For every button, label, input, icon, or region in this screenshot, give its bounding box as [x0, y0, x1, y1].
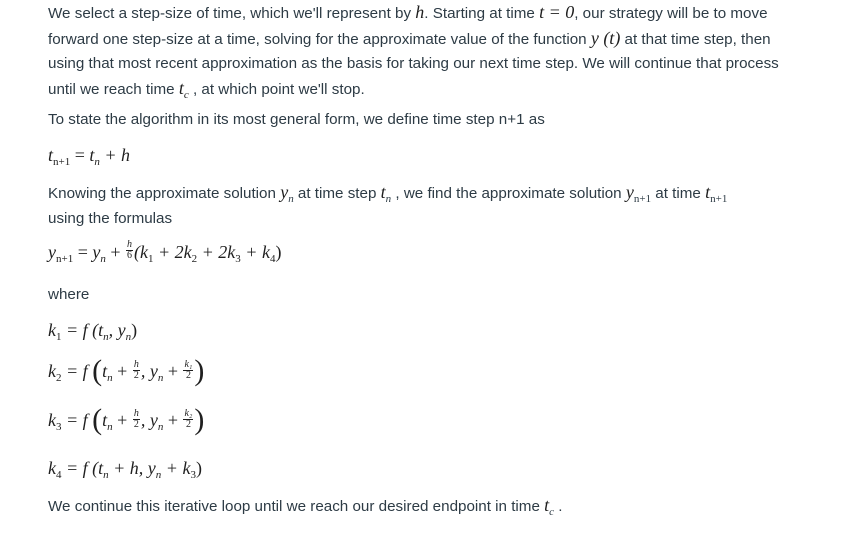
math-tc: $t_c$ [178, 78, 189, 101]
intro-line-2: forward one step-size at a time, solving for the approximate value of the function y (t) at that time step, then [48, 28, 771, 48]
fraction-h-over-6: $\frac{h}{6}$ [127, 239, 133, 262]
intro-line-3: using that most recent approximation as the basis for taking our next time step. We will continue that process [48, 55, 779, 72]
k2-equation: $k_2 = f$ ($t_n$ + $\frac{h}{2}$ , $y_n$ + $\frac{\text{k₁}}{2}$ ) [48, 354, 205, 387]
runge-kutta-equation: $y_{n+1} = y_n$ + $\frac{h}{6}$ $(k_1 + 2k_2 + 2k_3 + k_4)$ [48, 239, 282, 265]
math-h: h [415, 2, 425, 22]
k4-equation: $k_4 = f$ ($t_n + h$, $y_n + k_3$) [48, 458, 202, 481]
intro-line-4: until we reach time $t_c$ , at which point we'll stop. [48, 78, 365, 101]
intro-paragraph [48, 0, 779, 103]
math-t-equals-0: t = 0 [539, 2, 575, 22]
where-label: where [48, 286, 90, 303]
math-y-of-t: y (t) [590, 28, 621, 48]
k1-equation: $k_1 = f$ ($t_n$, $y_n$) [48, 320, 138, 343]
algorithm-intro: To state the algorithm in its most general form, we define time step n+1 as [48, 111, 545, 128]
conclusion-paragraph: We continue this iterative loop until we reach our desired endpoint in time $t_c$ . [48, 495, 563, 518]
intro-line-1: We select a step-size of time, which we'll represent by h. Starting at time t = 0, our strategy will be to move [48, 2, 768, 22]
time-step-equation: $t_{n+1} = t_n + h$ [48, 145, 131, 168]
k3-equation: $k_3 = f$ ($t_n$ + $\frac{h}{2}$ , $y_n$ + $\frac{\text{k₂}}{2}$ ) [48, 403, 205, 436]
formula-intro: Knowing the approximate solution $y_n$ at time step $t_n$ , we find the approximate solution $y_{n+1}$ at time $t_{n+1}$ using the formulas [48, 182, 728, 227]
